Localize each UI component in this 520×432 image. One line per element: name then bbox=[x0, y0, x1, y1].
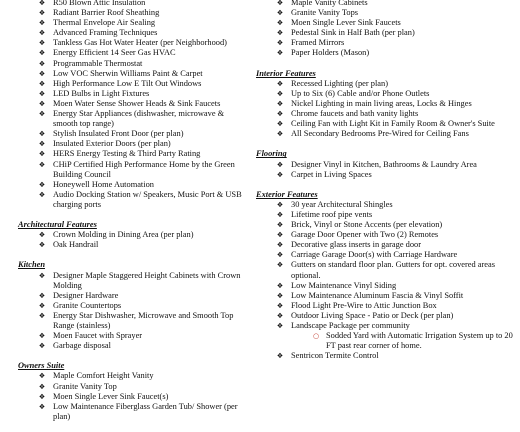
list-item-text: Designer Maple Staggered Height Cabinets with Crown Molding bbox=[53, 270, 241, 290]
list-item-text: All Secondary Bedrooms Pre-Wired for Ceiling Fans bbox=[291, 129, 469, 139]
list-item bbox=[256, 109, 514, 119]
list-item bbox=[18, 271, 250, 291]
list-item-text: R50 Blown Attic Insulation bbox=[53, 0, 146, 7]
diamond-bullet-icon: ❖ bbox=[38, 179, 46, 189]
list-item-text: Chrome faucets and bath vanity lights bbox=[291, 109, 419, 119]
exterior-after-list bbox=[256, 351, 514, 361]
list-item-text: Designer Hardware bbox=[53, 290, 119, 300]
list-item bbox=[18, 392, 250, 402]
list-item-text: Decorative glass inserts in garage door bbox=[291, 240, 422, 250]
diamond-bullet-icon: ❖ bbox=[38, 290, 46, 300]
list-item-text: 30 year Architectural Shingles bbox=[291, 199, 393, 209]
interior-features-heading: Interior Features bbox=[256, 68, 316, 78]
list-item bbox=[256, 220, 514, 230]
diamond-bullet-icon: ❖ bbox=[38, 149, 46, 159]
list-item-text: Landscape Package per community bbox=[291, 321, 410, 330]
list-item bbox=[18, 48, 250, 58]
list-item bbox=[18, 371, 250, 381]
diamond-bullet-icon: ❖ bbox=[38, 300, 46, 310]
list-item bbox=[18, 109, 250, 129]
list-item bbox=[18, 69, 250, 79]
list-item bbox=[256, 230, 514, 240]
list-item-text: Low VOC Sherwin Williams Paint & Carpet bbox=[53, 68, 203, 78]
diamond-bullet-icon: ❖ bbox=[38, 28, 46, 38]
list-item-text: Insulated Exterior Doors (per plan) bbox=[53, 139, 171, 149]
list-item bbox=[18, 28, 250, 38]
diamond-bullet-icon: ❖ bbox=[276, 159, 284, 169]
list-item-text: HERS Energy Testing & Third Party Rating bbox=[53, 149, 201, 159]
list-item-text: Garbage disposal bbox=[53, 341, 111, 351]
list-item-text: Moen Single Lever Sink Faucets bbox=[291, 18, 401, 28]
list-item bbox=[256, 160, 514, 170]
list-item-text: Stylish Insulated Front Door (per plan) bbox=[53, 129, 184, 139]
diamond-bullet-icon: ❖ bbox=[38, 18, 46, 28]
list-item-text: Recessed Lighting (per plan) bbox=[291, 78, 388, 88]
diamond-bullet-icon: ❖ bbox=[38, 381, 46, 391]
list-item-text: Energy Star Dishwasher, Microwave and Smooth Top Range (stainless) bbox=[53, 310, 234, 330]
list-item bbox=[18, 139, 250, 149]
diamond-bullet-icon: ❖ bbox=[38, 139, 46, 149]
list-item bbox=[18, 341, 250, 351]
list-item-text: Granite Countertops bbox=[53, 300, 122, 310]
interior-features-list bbox=[256, 79, 514, 140]
circle-bullet-icon: ○ bbox=[312, 332, 320, 341]
diamond-bullet-icon: ❖ bbox=[276, 290, 284, 300]
list-item-text: Moen Faucet with Sprayer bbox=[53, 331, 143, 341]
list-item-text: Lifetime roof pipe vents bbox=[291, 209, 373, 219]
list-item bbox=[18, 129, 250, 139]
list-item-text: Sodded Yard with Automatic Irrigation System up to 20 FT past rear corner of home. bbox=[326, 331, 513, 351]
list-item-text: Granite Vanity Top bbox=[53, 381, 117, 391]
list-item bbox=[256, 0, 514, 8]
diamond-bullet-icon: ❖ bbox=[276, 0, 284, 7]
list-item bbox=[18, 291, 250, 301]
diamond-bullet-icon: ❖ bbox=[38, 109, 46, 119]
list-item bbox=[256, 48, 514, 58]
list-item bbox=[18, 79, 250, 89]
list-item bbox=[256, 291, 514, 301]
list-item-text: Pedestal Sink in Half Bath (per plan) bbox=[291, 28, 415, 38]
list-item bbox=[256, 351, 514, 361]
list-item bbox=[18, 18, 250, 28]
diamond-bullet-icon: ❖ bbox=[276, 310, 284, 320]
diamond-bullet-icon: ❖ bbox=[38, 78, 46, 88]
diamond-bullet-icon: ❖ bbox=[276, 300, 284, 310]
flooring-heading: Flooring bbox=[256, 149, 287, 159]
list-item-text: Framed Mirrors bbox=[291, 38, 345, 48]
diamond-bullet-icon: ❖ bbox=[276, 250, 284, 260]
diamond-bullet-icon: ❖ bbox=[38, 371, 46, 381]
list-item-text: Maple Vanity Cabinets bbox=[291, 0, 368, 7]
list-item bbox=[256, 260, 514, 280]
diamond-bullet-icon: ❖ bbox=[276, 351, 284, 361]
diamond-bullet-icon: ❖ bbox=[276, 98, 284, 108]
list-item-text: Low Maintenance Aluminum Fascia & Vinyl Soffit bbox=[291, 290, 464, 300]
list-item-text: Oak Handrail bbox=[53, 240, 99, 250]
list-item bbox=[256, 321, 514, 331]
diamond-bullet-icon: ❖ bbox=[276, 28, 284, 38]
diamond-bullet-icon: ❖ bbox=[276, 129, 284, 139]
diamond-bullet-icon: ❖ bbox=[38, 391, 46, 401]
list-item bbox=[256, 99, 514, 109]
diamond-bullet-icon: ❖ bbox=[276, 18, 284, 28]
diamond-bullet-icon: ❖ bbox=[276, 88, 284, 98]
list-item bbox=[256, 129, 514, 139]
list-item bbox=[256, 119, 514, 129]
list-item bbox=[256, 250, 514, 260]
list-item-text: Energy Efficient 14 Seer Gas HVAC bbox=[53, 48, 176, 58]
list-item-text: Maple Comfort Height Vanity bbox=[53, 371, 154, 381]
list-item-text: Designer Vinyl in Kitchen, Bathrooms & Laundry Area bbox=[291, 159, 477, 169]
list-item-text: Programmable Thermostat bbox=[53, 58, 143, 68]
diamond-bullet-icon: ❖ bbox=[38, 310, 46, 320]
list-item bbox=[256, 79, 514, 89]
diamond-bullet-icon: ❖ bbox=[38, 331, 46, 341]
diamond-bullet-icon: ❖ bbox=[38, 68, 46, 78]
list-item bbox=[18, 149, 250, 159]
exterior-features-list bbox=[256, 200, 514, 331]
diamond-bullet-icon: ❖ bbox=[276, 8, 284, 18]
list-item-text: Advanced Framing Techniques bbox=[53, 28, 158, 38]
list-item bbox=[256, 8, 514, 18]
list-item bbox=[256, 89, 514, 99]
diamond-bullet-icon: ❖ bbox=[38, 8, 46, 18]
diamond-bullet-icon: ❖ bbox=[276, 220, 284, 230]
list-item bbox=[18, 59, 250, 69]
diamond-bullet-icon: ❖ bbox=[276, 48, 284, 58]
diamond-bullet-icon: ❖ bbox=[38, 240, 46, 250]
list-item bbox=[18, 240, 250, 250]
list-item bbox=[18, 402, 250, 422]
diamond-bullet-icon: ❖ bbox=[276, 230, 284, 240]
list-item-text: Gutters on standard floor plan. Gutters for opt. covered areas optional. bbox=[291, 260, 495, 280]
architectural-features-list bbox=[18, 230, 250, 250]
list-item bbox=[256, 18, 514, 28]
diamond-bullet-icon: ❖ bbox=[276, 119, 284, 129]
diamond-bullet-icon: ❖ bbox=[38, 88, 46, 98]
list-item-text: Paper Holders (Mason) bbox=[291, 48, 370, 58]
diamond-bullet-icon: ❖ bbox=[38, 0, 46, 7]
list-item bbox=[18, 160, 250, 180]
architectural-features-heading: Architectural Features bbox=[18, 220, 97, 230]
diamond-bullet-icon: ❖ bbox=[38, 230, 46, 240]
exterior-features-heading: Exterior Features bbox=[256, 189, 318, 199]
energy-features-list bbox=[18, 0, 250, 210]
diamond-bullet-icon: ❖ bbox=[276, 280, 284, 290]
list-item-text: Nickel Lighting in main living areas, Locks & Hinges bbox=[291, 98, 472, 108]
diamond-bullet-icon: ❖ bbox=[38, 401, 46, 411]
diamond-bullet-icon: ❖ bbox=[38, 189, 46, 199]
list-item-text: Sentricon Termite Control bbox=[291, 351, 379, 361]
diamond-bullet-icon: ❖ bbox=[276, 209, 284, 219]
diamond-bullet-icon: ❖ bbox=[38, 270, 46, 280]
kitchen-list bbox=[18, 271, 250, 352]
list-item-text: Granite Vanity Tops bbox=[291, 8, 359, 18]
list-item-text: Thermal Envelope Air Sealing bbox=[53, 18, 156, 28]
list-item bbox=[18, 331, 250, 341]
diamond-bullet-icon: ❖ bbox=[276, 240, 284, 250]
diamond-bullet-icon: ❖ bbox=[38, 129, 46, 139]
list-item-text: Radiant Barrier Roof Sheathing bbox=[53, 8, 160, 18]
list-item-text: High Performance Low E Tilt Out Windows bbox=[53, 78, 202, 88]
diamond-bullet-icon: ❖ bbox=[38, 98, 46, 108]
diamond-bullet-icon: ❖ bbox=[276, 321, 284, 330]
list-item-text: Energy Star Appliances (dishwasher, microwave & smooth top range) bbox=[53, 109, 225, 129]
diamond-bullet-icon: ❖ bbox=[276, 260, 284, 270]
list-item bbox=[18, 0, 250, 8]
list-item-text: Ceiling Fan with Light Kit in Family Room & Owner's Suite bbox=[291, 119, 495, 129]
list-item bbox=[256, 331, 514, 351]
list-item bbox=[18, 230, 250, 240]
list-item bbox=[256, 311, 514, 321]
list-item bbox=[18, 180, 250, 190]
list-item-text: Honeywell Home Automation bbox=[53, 179, 154, 189]
list-item bbox=[18, 8, 250, 18]
list-item-text: Crown Molding in Dining Area (per plan) bbox=[53, 230, 194, 240]
kitchen-heading: Kitchen bbox=[18, 260, 45, 270]
list-item bbox=[256, 281, 514, 291]
list-item-text: LED Bulbs in Light Fixtures bbox=[53, 88, 150, 98]
diamond-bullet-icon: ❖ bbox=[38, 38, 46, 48]
list-item bbox=[18, 311, 250, 331]
list-item-text: Carriage Garage Door(s) with Carriage Hardware bbox=[291, 250, 458, 260]
diamond-bullet-icon: ❖ bbox=[276, 78, 284, 88]
list-item bbox=[18, 382, 250, 392]
list-item bbox=[256, 28, 514, 38]
list-item-text: Carpet in Living Spaces bbox=[291, 169, 372, 179]
diamond-bullet-icon: ❖ bbox=[276, 38, 284, 48]
list-item-text: Up to Six (6) Cable and/or Phone Outlets bbox=[291, 88, 430, 98]
list-item-text: Garage Door Opener with Two (2) Remotes bbox=[291, 230, 439, 240]
list-item bbox=[256, 200, 514, 210]
list-item bbox=[18, 89, 250, 99]
diamond-bullet-icon: ❖ bbox=[38, 159, 46, 169]
list-item-text: Low Maintenance Vinyl Siding bbox=[291, 280, 397, 290]
list-item bbox=[256, 301, 514, 311]
diamond-bullet-icon: ❖ bbox=[38, 48, 46, 58]
list-item-text: Tankless Gas Hot Water Heater (per Neighborhood) bbox=[53, 38, 227, 48]
list-item-text: Audio Docking Station w/ Speakers, Music Port & USB charging ports bbox=[53, 189, 242, 209]
diamond-bullet-icon: ❖ bbox=[276, 169, 284, 179]
list-item-text: Brick, Vinyl or Stone Accents (per elevation) bbox=[291, 220, 443, 230]
diamond-bullet-icon: ❖ bbox=[38, 341, 46, 351]
list-item bbox=[256, 170, 514, 180]
list-item-text: Low Maintenance Fiberglass Garden Tub/ Shower (per plan) bbox=[53, 401, 238, 421]
list-item-text: Flood Light Pre-Wire to Attic Junction Box bbox=[291, 300, 437, 310]
owners-suite-list bbox=[18, 371, 250, 421]
right-column bbox=[256, 0, 514, 361]
list-item bbox=[256, 240, 514, 250]
list-item bbox=[18, 301, 250, 311]
left-column bbox=[18, 0, 250, 422]
owners-suite-heading: Owners Suite bbox=[18, 361, 65, 371]
exterior-sub-list bbox=[256, 331, 514, 351]
diamond-bullet-icon: ❖ bbox=[38, 58, 46, 68]
list-item-text: CHiP Certified High Performance Home by the Green Building Council bbox=[53, 159, 235, 179]
list-item bbox=[256, 38, 514, 48]
list-item bbox=[18, 190, 250, 210]
list-item bbox=[18, 99, 250, 109]
list-item-text: Moen Water Sense Shower Heads & Sink Faucets bbox=[53, 98, 221, 108]
diamond-bullet-icon: ❖ bbox=[276, 109, 284, 119]
diamond-bullet-icon: ❖ bbox=[276, 199, 284, 209]
bathroom-features-list bbox=[256, 0, 514, 59]
list-item bbox=[256, 210, 514, 220]
list-item-text: Moen Single Lever Sink Faucet(s) bbox=[53, 391, 169, 401]
flooring-list bbox=[256, 160, 514, 180]
list-item bbox=[18, 38, 250, 48]
list-item-text: Outdoor Living Space - Patio or Deck (per plan) bbox=[291, 310, 454, 320]
